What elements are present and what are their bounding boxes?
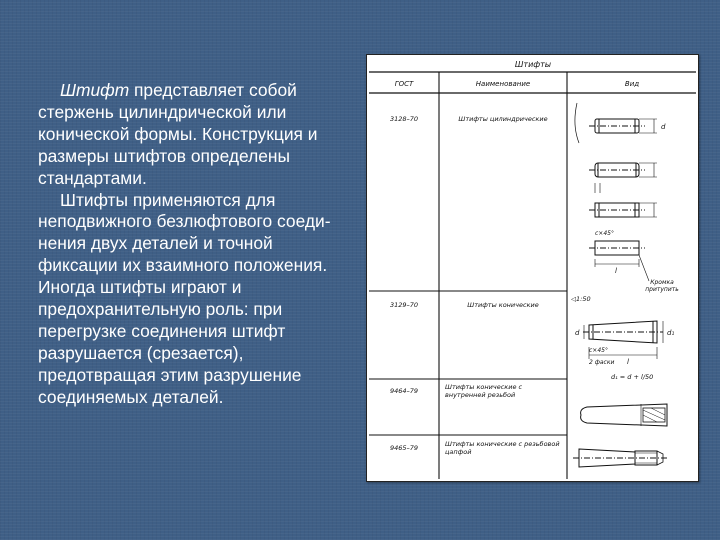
row-4-gost: 9465–79 [389,444,419,452]
paragraph-usage [38,190,350,409]
cylindrical-pin-view-1 [575,103,657,143]
header-view: Вид [624,80,640,88]
threaded-journal-pin-view [573,449,669,467]
pins-standards-figure [366,54,699,482]
row-2-gost: 3129–70 [389,301,419,309]
row-1-gost: 3128–70 [389,115,419,123]
cyl-d-label: d [661,123,666,131]
con-two-chamfers-label: 2 фаски [589,359,615,366]
header-name: Наименование [475,80,531,88]
row-4-name: Штифты конические с резьбовой цапфой [445,440,560,456]
row-3-name-box [445,383,563,407]
con-l-label: l [627,358,629,366]
cyl-edge-note-box [633,279,691,301]
figure-title: Штифты [514,60,552,69]
cyl-edge-note: Кромка притупить [645,279,679,293]
usage-text: Штифты применяются для неподвижного безлюфтового соеди-нения двух деталей и точной фиксации их взаимного положения. Иногда штифты играют и предохранительную роль: при перегрузке соединения штифт разрушается (срезается), предотвращая этим разрушение соединяемых деталей. [38,189,331,407]
con-taper-label: ◁1:50 [571,295,591,303]
row-2-name: Штифты конические [467,301,539,309]
header-gost: ГОСТ [394,80,414,88]
cylindrical-pin-view-2 [589,163,657,193]
internal-thread-pin-view [581,404,667,426]
term-shtift: Штифт [60,80,130,100]
con-formula: d₁ = d + l/50 [611,373,654,381]
row-3-gost: 9464–79 [389,387,419,395]
con-d-label: d [575,329,580,337]
cyl-l-label: l [615,267,617,275]
pins-table-drawing [367,55,698,481]
row-3-name: Штифты конические с внутренней резьбой [445,383,523,399]
con-d1-label: d₁ [667,329,675,337]
definition-text: представляет собой стержень цилиндрической или конической формы. Конструкция и размеры штифтов определены стандартами. [38,80,318,188]
row-1-name: Штифты цилиндрические [458,115,548,123]
row-4-name-box [445,440,563,464]
con-chamfer-label: c×45° [589,347,608,354]
paragraph-definition [38,80,350,190]
slide-text-block [38,80,350,409]
cylindrical-pin-view-4 [589,241,649,281]
cylindrical-pin-view-3 [589,203,657,217]
cyl-chamfer-label: c×45° [595,230,614,237]
